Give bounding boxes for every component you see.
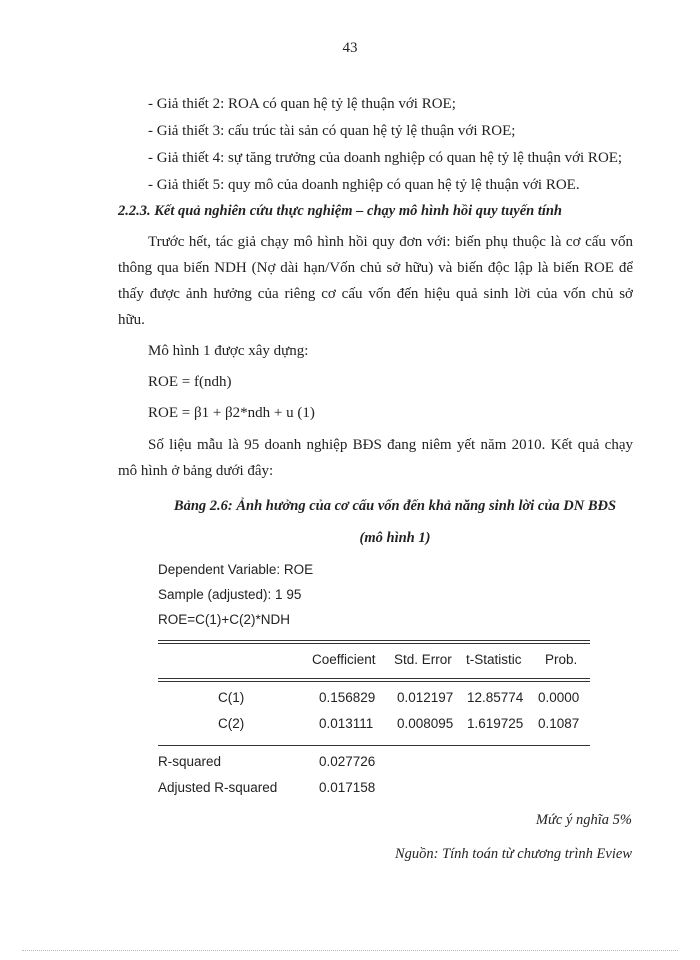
- hypothesis-4: - Giả thiết 4: sự tăng trưởng của doanh nghiệp có quan hệ tỷ lệ thuận với ROE;: [148, 150, 623, 166]
- model-intro: Mô hình 1 được xây dựng:: [148, 343, 309, 359]
- col-header-std-error: Std. Error: [394, 652, 452, 667]
- paragraph1-line4: hữu.: [118, 312, 145, 328]
- col-header-coefficient: Coefficient: [312, 652, 376, 667]
- paragraph1-line2: thông qua biến NDH (Nợ dài hạn/Vốn chủ sở hữu) và biến độc lập là biến ROE để: [118, 260, 633, 276]
- table-header-rule: [158, 678, 590, 682]
- row-coef-c2: 0.013111: [319, 716, 374, 731]
- row-se-c2: 0.008095: [397, 716, 454, 731]
- paragraph2-line1: Số liệu mẫu là 95 doanh nghiệp BĐS đang niêm yết năm 2010. Kết quả chạy: [148, 437, 633, 453]
- regression-formula: ROE=C(1)+C(2)*NDH: [158, 612, 291, 627]
- hypothesis-3: - Giả thiết 3: cấu trúc tài sản có quan hệ tỷ lệ thuận với ROE;: [148, 123, 516, 139]
- row-t-c2: 1.619725: [467, 716, 524, 731]
- source-note: Nguồn: Tính toán từ chương trình Eview: [394, 846, 632, 862]
- table-bottom-rule: [158, 745, 590, 746]
- stat-value-adj-r-squared: 0.017158: [319, 780, 376, 795]
- section-heading: 2.2.3. Kết quả nghiên cứu thực nghiệm – chạy mô hình hồi quy tuyến tính: [118, 203, 562, 219]
- paragraph1-line3: thấy được ảnh hưởng của riêng cơ cấu vốn đến hiệu quả sinh lời của vốn chủ sở: [118, 286, 633, 302]
- sample-range: Sample (adjusted): 1 95: [158, 587, 302, 602]
- col-header-t-statistic: t-Statistic: [466, 652, 522, 667]
- row-p-c2: 0.1087: [538, 716, 580, 731]
- row-var-c2: C(2): [218, 716, 245, 731]
- stat-label-r-squared: R-squared: [158, 754, 222, 769]
- col-header-prob: Prob.: [545, 652, 578, 667]
- row-coef-c1: 0.156829: [319, 690, 376, 705]
- stat-value-r-squared: 0.027726: [319, 754, 376, 769]
- hypothesis-2: - Giả thiết 2: ROA có quan hệ tỷ lệ thuận với ROE;: [148, 96, 456, 112]
- table-caption-line2: (mô hình 1): [359, 530, 431, 546]
- equation-1: ROE = f(ndh): [148, 374, 232, 390]
- row-p-c1: 0.0000: [538, 690, 580, 705]
- dependent-variable: Dependent Variable: ROE: [158, 562, 314, 577]
- table-top-rule: [158, 640, 590, 644]
- page-number: 43: [342, 40, 358, 56]
- row-var-c1: C(1): [218, 690, 245, 705]
- page-bottom-border: [22, 950, 678, 951]
- significance-note: Mức ý nghĩa 5%: [535, 812, 632, 828]
- paragraph2-line2: mô hình ở bảng dưới đây:: [118, 463, 274, 479]
- table-caption-line1: Bảng 2.6: Ảnh hưởng của cơ cấu vốn đến khả năng sinh lời của DN BĐS: [173, 498, 617, 514]
- hypothesis-5: - Giả thiết 5: quy mô của doanh nghiệp có quan hệ tỷ lệ thuận với ROE.: [148, 177, 580, 193]
- paragraph1-line1: Trước hết, tác giả chạy mô hình hồi quy đơn với: biến phụ thuộc là cơ cấu vốn: [148, 234, 633, 250]
- row-t-c1: 12.85774: [467, 690, 524, 705]
- stat-label-adj-r-squared: Adjusted R-squared: [158, 780, 278, 795]
- equation-2: ROE = β1 + β2*ndh + u (1): [148, 405, 315, 421]
- row-se-c1: 0.012197: [397, 690, 454, 705]
